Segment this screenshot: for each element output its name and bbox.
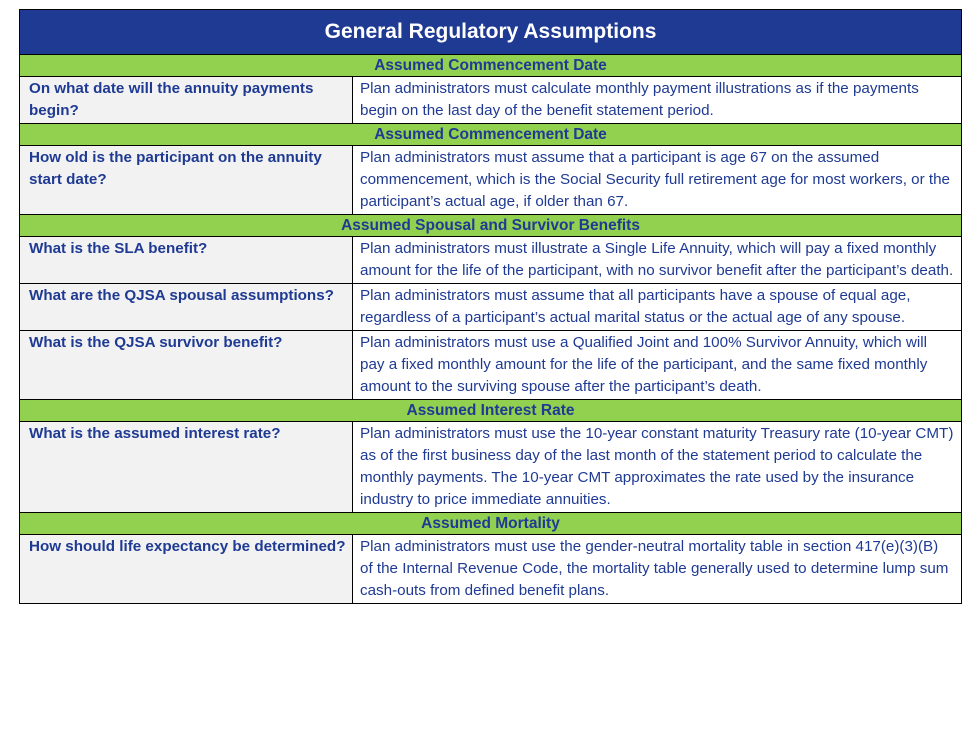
answer-cell: Plan administrators must use the 10-year constant maturity Treasury rate (10-year CMT) as of the first business day of the last month of the statement period to calculate the monthly payments. The 10-year CMT approximates the rate used by the insurance industry to price immediate annuities. bbox=[353, 422, 962, 513]
answer-cell: Plan administrators must illustrate a Single Life Annuity, which will pay a fixed monthly amount for the life of the participant, with no survivor benefit after the participant’s death. bbox=[353, 237, 962, 284]
table-row bbox=[20, 535, 962, 604]
section-heading: Assumed Mortality bbox=[20, 513, 962, 535]
section-row-interest-rate bbox=[20, 400, 962, 422]
answer-cell: Plan administrators must use the gender-neutral mortality table in section 417(e)(3)(B) of the Internal Revenue Code, the mortality table generally used to determine lump sum cash-outs from defined benefit plans. bbox=[353, 535, 962, 604]
question-cell: What is the assumed interest rate? bbox=[20, 422, 353, 513]
assumptions-table-container bbox=[19, 9, 961, 604]
section-row-mortality bbox=[20, 513, 962, 535]
answer-cell: Plan administrators must assume that all participants have a spouse of equal age, regardless of a participant’s actual marital status or the actual age of any spouse. bbox=[353, 284, 962, 331]
answer-cell: Plan administrators must assume that a participant is age 67 on the assumed commencement, which is the Social Security full retirement age for most workers, or the participant’s actual age, if older than 67. bbox=[353, 146, 962, 215]
table-row bbox=[20, 331, 962, 400]
table-row bbox=[20, 237, 962, 284]
question-cell: What is the SLA benefit? bbox=[20, 237, 353, 284]
table-row bbox=[20, 146, 962, 215]
section-row-spousal-survivor bbox=[20, 215, 962, 237]
table-row bbox=[20, 77, 962, 124]
title-row bbox=[20, 10, 962, 55]
question-cell: On what date will the annuity payments begin? bbox=[20, 77, 353, 124]
section-heading: Assumed Commencement Date bbox=[20, 124, 962, 146]
question-cell: What is the QJSA survivor benefit? bbox=[20, 331, 353, 400]
section-heading: Assumed Spousal and Survivor Benefits bbox=[20, 215, 962, 237]
section-heading: Assumed Commencement Date bbox=[20, 55, 962, 77]
table-row bbox=[20, 284, 962, 331]
answer-cell: Plan administrators must calculate monthly payment illustrations as if the payments begin on the last day of the benefit statement period. bbox=[353, 77, 962, 124]
table-title: General Regulatory Assumptions bbox=[20, 10, 962, 55]
question-cell: What are the QJSA spousal assumptions? bbox=[20, 284, 353, 331]
section-row-commencement-date bbox=[20, 55, 962, 77]
question-cell: How old is the participant on the annuity start date? bbox=[20, 146, 353, 215]
section-row-commencement-date-age bbox=[20, 124, 962, 146]
assumptions-table bbox=[19, 9, 962, 604]
section-heading: Assumed Interest Rate bbox=[20, 400, 962, 422]
answer-cell: Plan administrators must use a Qualified Joint and 100% Survivor Annuity, which will pay a fixed monthly amount for the life of the participant, and the same fixed monthly amount to the surviving spouse after the participant’s death. bbox=[353, 331, 962, 400]
table-row bbox=[20, 422, 962, 513]
question-cell: How should life expectancy be determined? bbox=[20, 535, 353, 604]
